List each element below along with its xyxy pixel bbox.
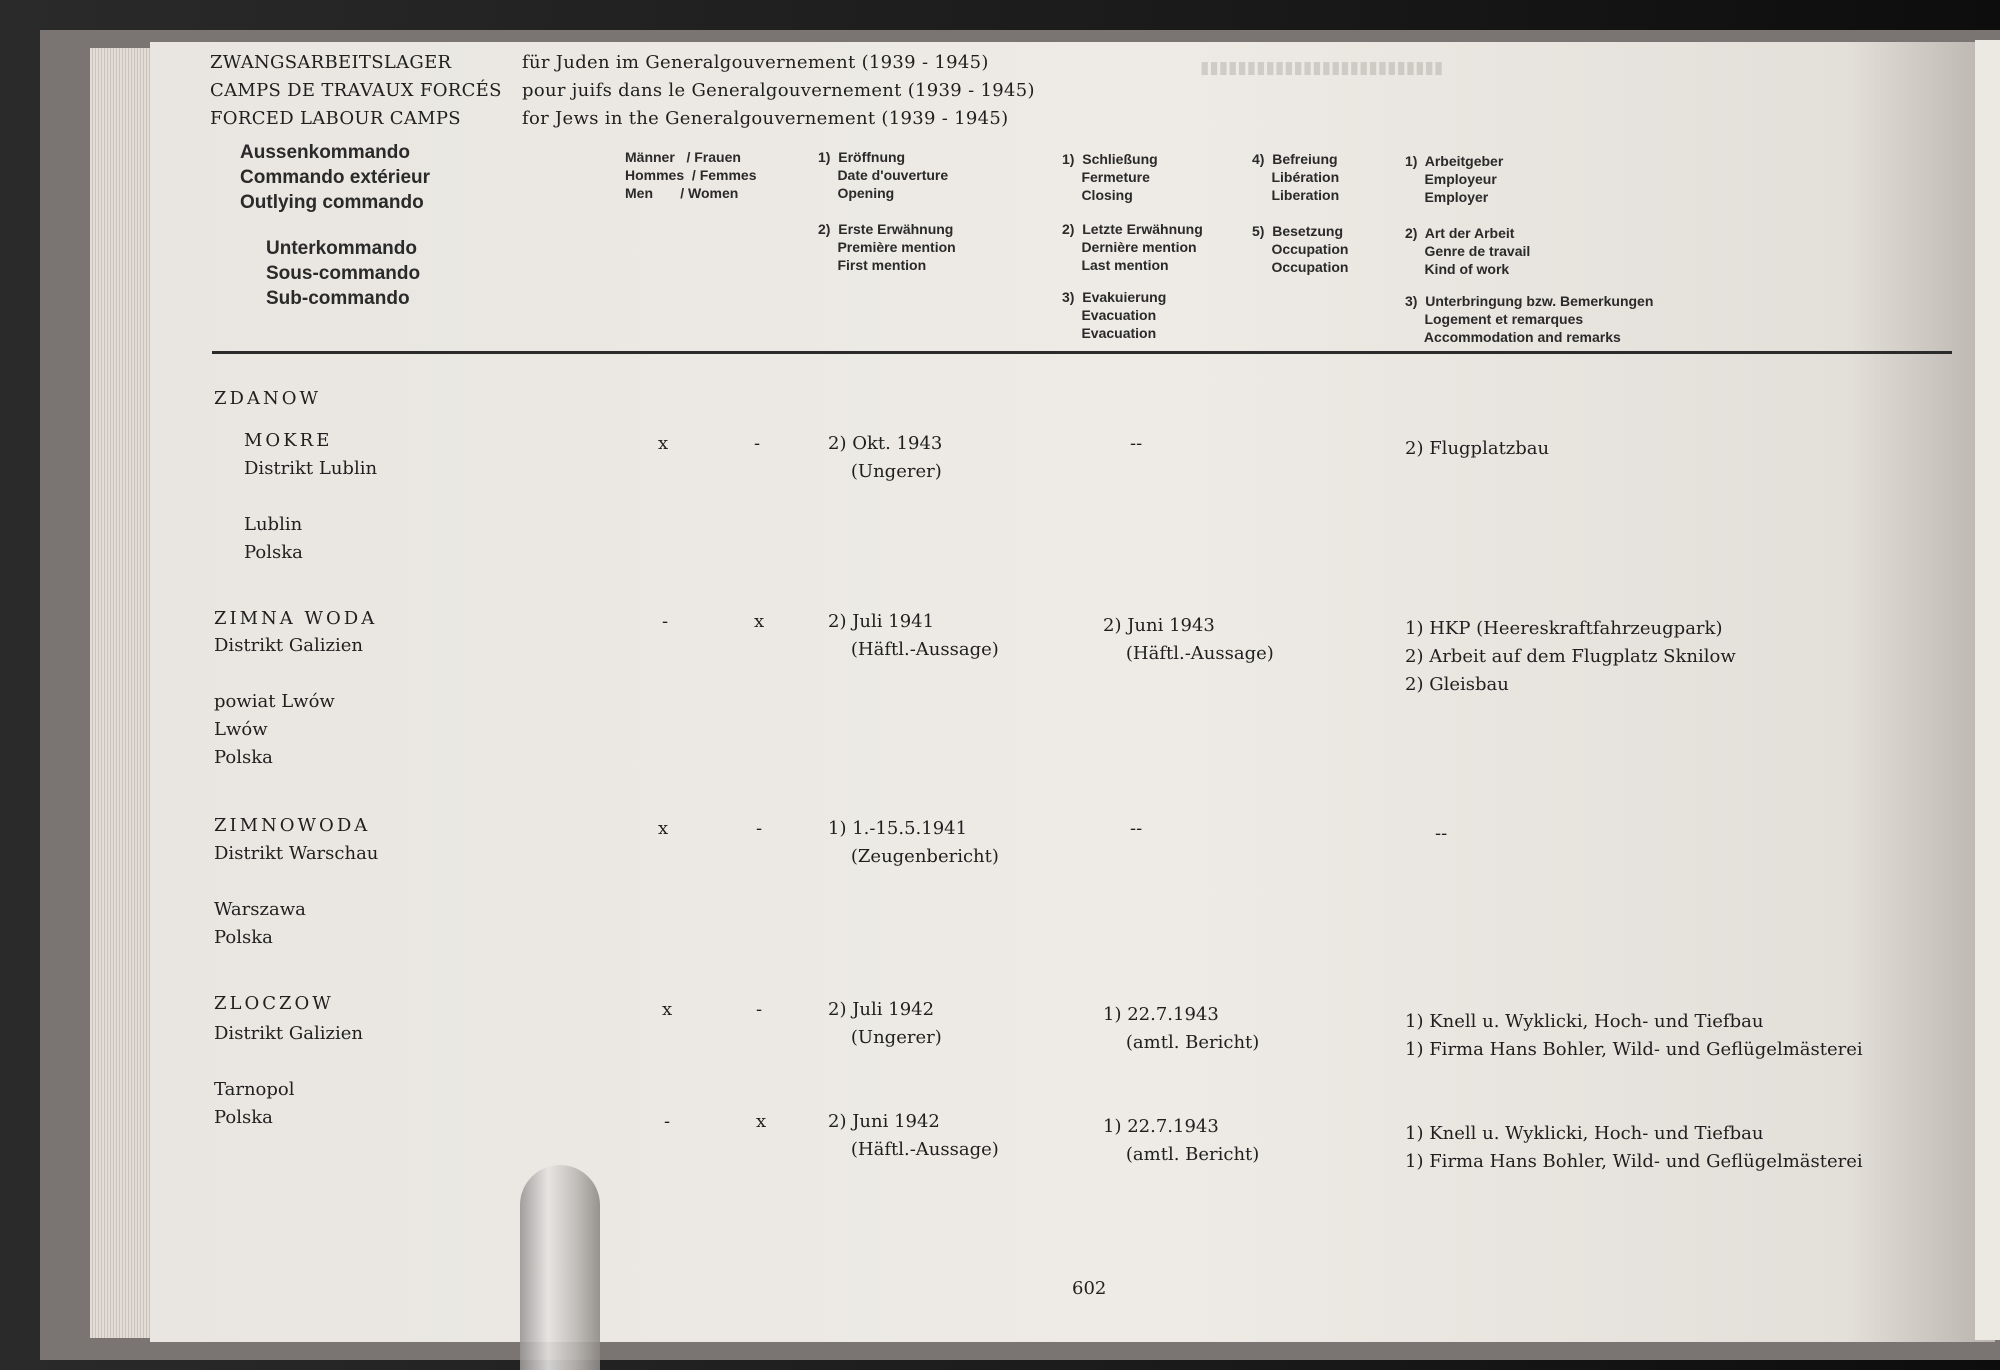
closing-date: -- (1130, 433, 1143, 454)
show-through: ▮▮▮▮▮▮▮▮▮▮▮▮▮▮▮▮▮▮▮▮▮▮▮▮▮▮ (1200, 58, 1444, 78)
page-number: 602 (1072, 1278, 1107, 1299)
sub-de: Unterkommando (266, 238, 417, 259)
camp-name: ZIMNA WODA (214, 608, 378, 629)
header-divider (212, 351, 1952, 354)
title-line-en: FORCED LABOUR CAMPS (210, 108, 461, 129)
women-mark: - (754, 433, 761, 454)
closing-date: -- (1130, 818, 1143, 839)
closing-date: 1) 22.7.1943 (amtl. Bericht) (1103, 1116, 1260, 1165)
column-header-opening: 1) Eröffnung Date d'ouverture Opening (818, 149, 949, 201)
men-mark: - (662, 611, 669, 632)
column-header-gender: Männer / Frauen Hommes / Femmes Men / Women (625, 149, 757, 201)
column-header-closing: 1) Schließung Fermeture Closing (1062, 151, 1158, 203)
kind-of-work: 2) Flugplatzbau (1405, 438, 1550, 459)
women-mark: - (756, 999, 763, 1020)
column-header-occupation: 5) Besetzung Occupation Occupation (1252, 223, 1349, 275)
opening-date: 2) Juli 1942 (Ungerer) (828, 999, 942, 1048)
women-mark: - (756, 818, 763, 839)
camp-location: Distrikt Warschau Warszawa Polska (214, 843, 379, 948)
title-line-fr: CAMPS DE TRAVAUX FORCÉS (210, 80, 502, 101)
column-header-first-mention: 2) Erste Erwähnung Première mention First mention (818, 221, 956, 273)
sub-en: Sub-commando (266, 288, 410, 309)
opening-date: 2) Juni 1942 (Häftl.-Aussage) (828, 1111, 999, 1160)
women-mark: x (756, 1111, 767, 1132)
subtitle-line-en: for Jews in the Generalgouvernement (1939 - 1945) (522, 108, 1009, 129)
employer-and-work: 1) HKP (Heereskraftfahrzeugpark) 2) Arbeit auf dem Flugplatz Sknilow 2) Gleisbau (1405, 618, 1736, 695)
closing-date: 1) 22.7.1943 (amtl. Bericht) (1103, 1004, 1260, 1053)
opening-date: 1) 1.-15.5.1941 (Zeugenbericht) (828, 818, 999, 867)
closing-date: 2) Juni 1943 (Häftl.-Aussage) (1103, 615, 1274, 664)
column-header-evacuation: 3) Evakuierung Evacuation Evacuation (1062, 289, 1167, 341)
camp-location: Distrikt Galizien Tarnopol Polska (214, 1023, 363, 1128)
camp-location: Distrikt Galizien powiat Lwów Lwów Polska (214, 635, 363, 768)
sub-fr: Sous-commando (266, 263, 421, 284)
men-mark: x (658, 818, 669, 839)
camp-name: ZLOCZOW (214, 993, 334, 1014)
opening-date: 2) Okt. 1943 (Ungerer) (828, 433, 943, 482)
employer-and-work: -- (1435, 823, 1448, 844)
men-mark: x (662, 999, 673, 1020)
men-mark: x (658, 433, 669, 454)
column-header-liberation: 4) Befreiung Libération Liberation (1252, 151, 1340, 203)
men-mark: - (664, 1111, 671, 1132)
employer-and-work: 1) Knell u. Wyklicki, Hoch- und Tiefbau 1) Firma Hans Bohler, Wild- und Geflügelmästerei (1405, 1011, 1863, 1060)
camp-location: Distrikt Lublin Lublin Polska (244, 458, 378, 563)
outlying-de: Aussenkommando (240, 142, 410, 163)
page-holder-clip (520, 1165, 600, 1370)
title-line-de: ZWANGSARBEITSLAGER (210, 52, 452, 73)
subcamp-name: MOKRE (244, 430, 333, 451)
column-header-last-mention: 2) Letzte Erwähnung Dernière mention Last mention (1062, 221, 1203, 273)
employer-and-work: 1) Knell u. Wyklicki, Hoch- und Tiefbau 1) Firma Hans Bohler, Wild- und Geflügelmästerei (1405, 1123, 1863, 1172)
subtitle-line-de: für Juden im Generalgouvernement (1939 - 1945) (522, 52, 989, 73)
women-mark: x (754, 611, 765, 632)
facing-page-edge (1975, 40, 2000, 1340)
outlying-fr: Commando extérieur (240, 167, 431, 188)
subtitle-line-fr: pour juifs dans le Generalgouvernement (1939 - 1945) (522, 80, 1035, 101)
outlying-en: Outlying commando (240, 192, 424, 213)
column-header-kind-of-work: 2) Art der Arbeit Genre de travail Kind of work (1405, 225, 1531, 277)
camp-name: ZIMNOWODA (214, 815, 371, 836)
column-header-employer: 1) Arbeitgeber Employeur Employer (1405, 153, 1504, 205)
camp-name: ZDANOW (214, 388, 321, 409)
opening-date: 2) Juli 1941 (Häftl.-Aussage) (828, 611, 999, 660)
column-header-accommodation: 3) Unterbringung bzw. Bemerkungen Logement et remarques Accommodation and remarks (1405, 293, 1654, 345)
